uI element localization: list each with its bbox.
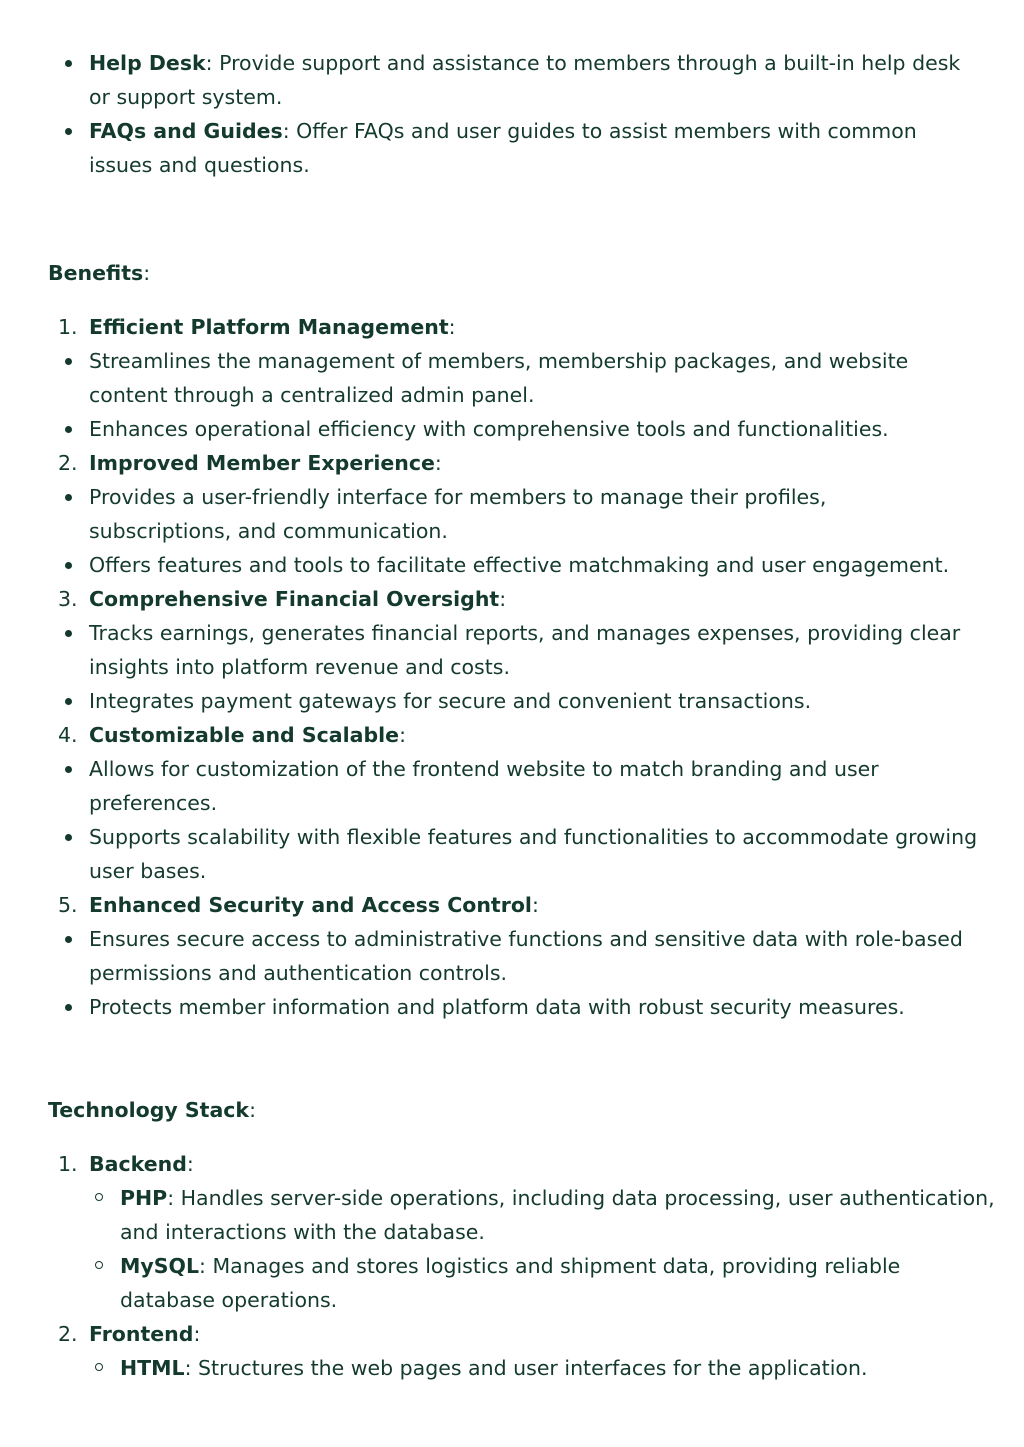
numbered-item: 3. Comprehensive Financial Oversight: bbox=[58, 587, 507, 611]
benefits-list bbox=[0, 310, 1024, 1024]
list-item: PHP: Handles server-side operations, including data processing, user authentication, and interactions with the database. bbox=[0, 1181, 1024, 1249]
bullet-icon bbox=[65, 766, 72, 773]
numbered-item: 2. Improved Member Experience: bbox=[58, 451, 442, 475]
list-item: MySQL: Manages and stores logistics and shipment data, providing reliable database operations. bbox=[0, 1249, 1024, 1317]
tech-stack-list bbox=[0, 1147, 1024, 1385]
numbered-item: 1. Backend: bbox=[58, 1152, 194, 1176]
bullet-icon bbox=[65, 562, 72, 569]
circle-bullet-icon bbox=[95, 1261, 103, 1269]
list-item: Supports scalability with flexible features and functionalities to accommodate growing user bases. bbox=[0, 820, 1024, 888]
list-item: FAQs and Guides: Offer FAQs and user guides to assist members with common issues and questions. bbox=[0, 114, 1024, 182]
list-item: Offers features and tools to facilitate effective matchmaking and user engagement. bbox=[0, 548, 1024, 582]
bullet-icon bbox=[65, 936, 72, 943]
bullet-icon bbox=[65, 1004, 72, 1011]
bullet-icon bbox=[65, 358, 72, 365]
list-item: Allows for customization of the frontend website to match branding and user preferences. bbox=[0, 752, 1024, 820]
list-item: Integrates payment gateways for secure and convenient transactions. bbox=[0, 684, 1024, 718]
bullet-icon bbox=[65, 128, 72, 135]
list-item: Protects member information and platform data with robust security measures. bbox=[0, 990, 1024, 1024]
numbered-item: 4. Customizable and Scalable: bbox=[58, 723, 406, 747]
bullet-icon bbox=[65, 494, 72, 501]
support-list bbox=[0, 46, 1024, 182]
bullet-icon bbox=[65, 698, 72, 705]
circle-bullet-icon bbox=[95, 1193, 103, 1201]
list-item: Tracks earnings, generates financial reports, and manages expenses, providing clear insights into platform revenue and costs. bbox=[0, 616, 1024, 684]
list-item: Streamlines the management of members, membership packages, and website content through a centralized admin panel. bbox=[0, 344, 1024, 412]
tech-stack-heading: Technology Stack: bbox=[48, 1098, 256, 1122]
list-item: HTML: Structures the web pages and user interfaces for the application. bbox=[0, 1351, 1024, 1385]
list-item: Enhances operational efficiency with comprehensive tools and functionalities. bbox=[0, 412, 1024, 446]
numbered-item: 5. Enhanced Security and Access Control: bbox=[58, 893, 539, 917]
benefits-heading: Benefits: bbox=[48, 261, 151, 285]
list-item: Ensures secure access to administrative functions and sensitive data with role-based permissions and authentication controls. bbox=[0, 922, 1024, 990]
bullet-icon bbox=[65, 630, 72, 637]
numbered-item: 1. Efficient Platform Management: bbox=[58, 315, 456, 339]
numbered-item: 2. Frontend: bbox=[58, 1322, 201, 1346]
bullet-icon bbox=[65, 426, 72, 433]
bullet-icon bbox=[65, 834, 72, 841]
bullet-icon bbox=[65, 60, 72, 67]
list-item: Help Desk: Provide support and assistance to members through a built-in help desk or support system. bbox=[0, 46, 1024, 114]
circle-bullet-icon bbox=[95, 1363, 103, 1371]
list-item: Provides a user-friendly interface for members to manage their profiles, subscriptions, and communication. bbox=[0, 480, 1024, 548]
